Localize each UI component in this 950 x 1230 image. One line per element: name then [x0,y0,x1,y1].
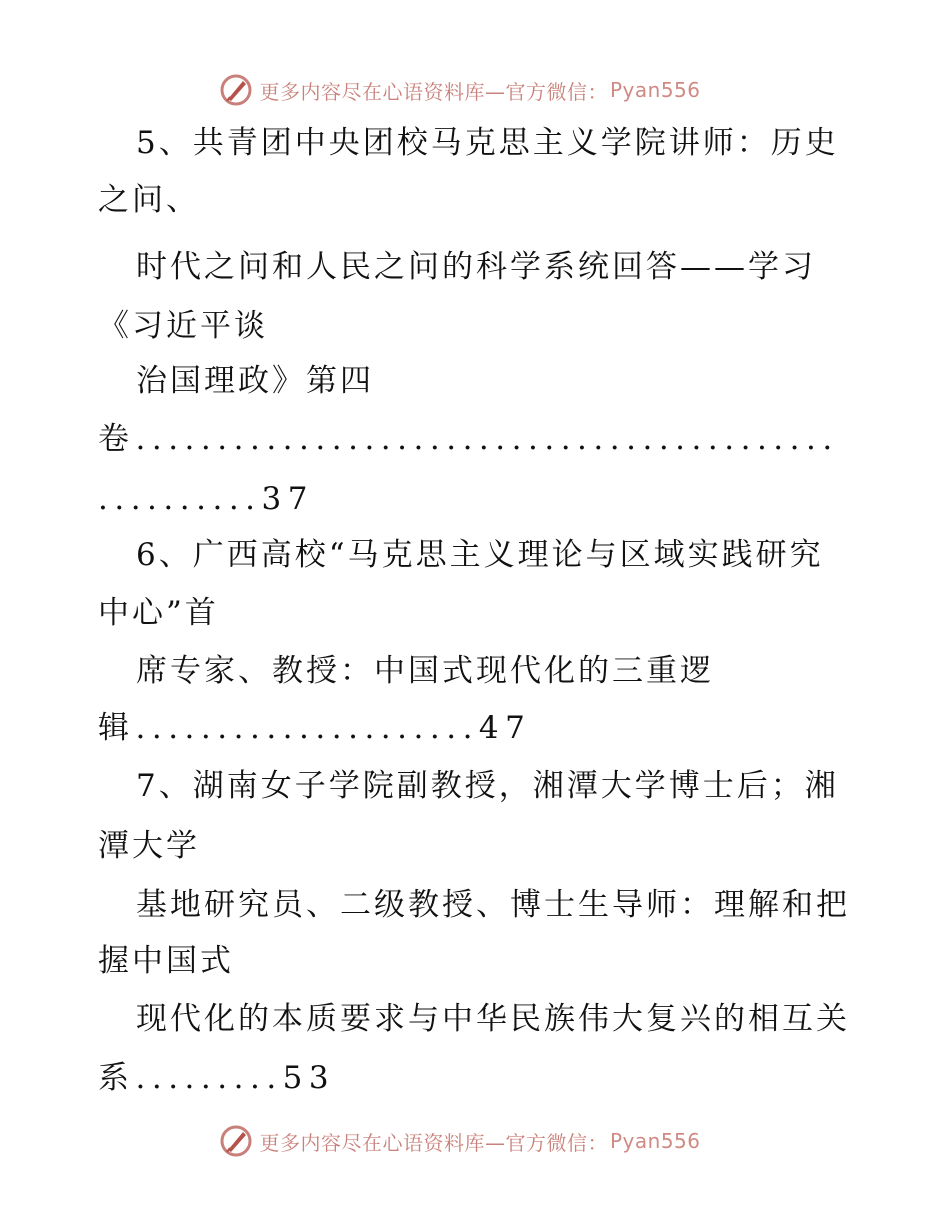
watermark-wechat-id: Pyan556 [609,1129,701,1153]
watermark-wechat-id: Pyan556 [609,78,701,102]
toc-line: 卷........................................... [98,421,839,457]
footer-watermark [0,1121,950,1161]
watermark-wechat-label: 官方微信： [505,1130,608,1155]
toc-line: 系.........53 [98,1060,336,1096]
toc-line: 治国理政》第四 [136,363,374,399]
watermark-text: 更多内容尽在心语资料库— [259,1130,506,1155]
toc-line: 之问、 [98,182,200,218]
toc-line: 握中国式 [98,943,234,979]
toc-line: 6、广西高校“马克思主义理论与区域实践研究 [136,537,824,573]
toc-line: 7、湖南女子学院副教授，湘潭大学博士后；湘 [136,768,839,804]
toc-line: 基地研究员、二级教授、博士生导师：理解和把 [136,887,850,923]
watermark-text: 更多内容尽在心语资料库— [259,79,506,104]
toc-line: 5、共青团中央团校马克思主义学院讲师：历史 [136,125,839,161]
header-watermark [0,70,950,110]
toc-line: 《习近平谈 [98,308,268,344]
quill-logo-icon [219,1124,253,1158]
quill-logo-icon [219,73,253,107]
toc-line: 潭大学 [98,828,200,864]
toc-line: ..........37 [98,481,314,517]
toc-line: 时代之问和人民之问的科学系统回答——学习 [136,249,816,285]
toc-line: 席专家、教授：中国式现代化的三重逻 [136,653,714,689]
toc-line: 现代化的本质要求与中华民族伟大复兴的相互关 [136,1001,850,1037]
watermark-wechat-label: 官方微信： [505,79,608,104]
toc-line: 辑.....................47 [98,710,532,746]
toc-line: 中心”首 [98,595,219,631]
